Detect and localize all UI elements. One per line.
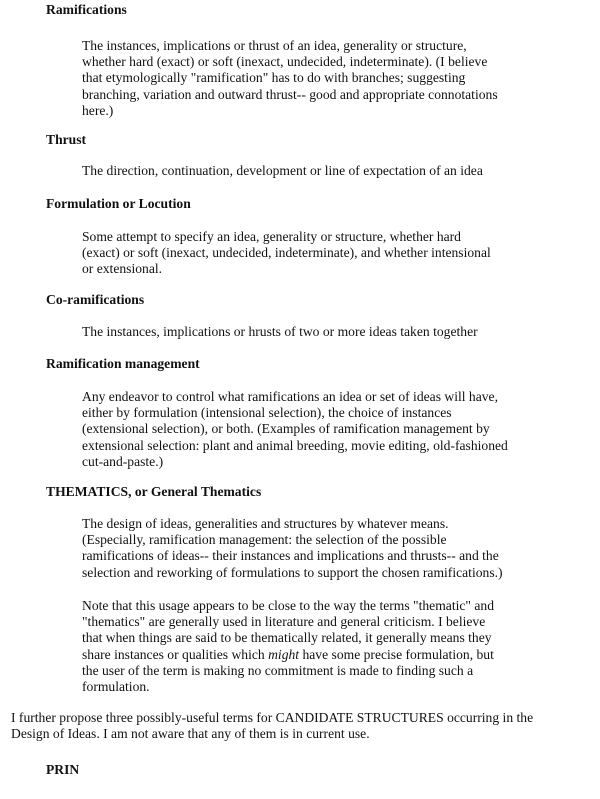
text-segment: share instances or qualities which [82,646,269,662]
text-line: The instances, implications or thrust of an idea, generality or structure, [82,38,467,53]
paragraph-ramification-management [82,389,582,470]
italic-emphasis: might [268,646,300,662]
text-line: or extensional. [82,261,163,277]
paragraph-thematics-definition [82,516,582,581]
text-line: The instances, implications or hrusts of two or more ideas taken together [82,324,478,339]
text-line: ramifications of ideas-- their instances and implications and thrusts-- and the [82,548,499,564]
text-line: that etymologically "ramification" has to do with branches; suggesting [82,70,466,86]
text-line: selection and reworking of formulations to support the chosen ramifications.) [82,564,503,580]
paragraph-ramifications [82,38,582,119]
text-line: Some attempt to specify an idea, generality or structure, whether hard [82,229,461,244]
text-line: the user of the term is making no commitment is made to finding such a [82,662,474,678]
paragraph-co-ramifications [82,324,582,340]
text-line: (extensional selection), or both. (Examples of ramification management by [82,421,490,437]
heading-ramification-management: Ramification management [46,356,200,371]
text-line: whether hard (exact) or soft (inexact, undecided, indeterminate). (I believe [82,54,488,70]
text-line: (exact) or soft (inexact, undecided, indeterminate), and whether intensional [82,245,491,261]
heading-thematics: THEMATICS, or General Thematics [46,484,262,499]
text-line: either by formulation (intensional selection), the choice of instances [82,405,452,421]
paragraph-formulation [82,229,582,278]
text-line: that when things are said to be thematically related, it generally means they [82,630,492,646]
text-line: formulation. [82,679,150,695]
heading-formulation: Formulation or Locution [46,196,191,211]
text-line: extensional selection: plant and animal breeding, movie editing, old-fashioned [82,437,508,453]
text-line: cut-and-paste.) [82,453,164,469]
heading-co-ramifications: Co-ramifications [46,292,145,307]
paragraph-thematics-note [82,598,582,695]
text-line: "thematics" are generally used in literature and general criticism. I believe [82,614,486,630]
text-line: Note that this usage appears to be close to the way the terms "thematic" and [82,598,494,613]
text-line: Design of Ideas. I am not aware that any of them is in current use. [11,726,370,742]
text-line: I further propose three possibly-useful terms for CANDIDATE STRUCTURES occurring in the [11,710,534,725]
text-line: The design of ideas, generalities and structures by whatever means. [82,516,449,531]
text-line: branching, variation and outward thrust-- good and appropriate connotations [82,86,498,102]
heading-ramifications: Ramifications [46,2,127,17]
paragraph-closing [11,710,591,742]
text-line: here.) [82,102,114,118]
text-line: The direction, continuation, development or line of expectation of an idea [82,163,483,178]
text-line: Any endeavor to control what ramifications an idea or set of ideas will have, [82,389,498,404]
text-segment: have some precise formulation, but [299,646,494,662]
text-line: (Especially, ramification management: the selection of the possible [82,532,447,548]
text-line-with-italic [82,647,582,663]
paragraph-thrust [82,163,582,179]
heading-prin: PRIN [46,762,80,777]
heading-thrust: Thrust [46,132,87,147]
